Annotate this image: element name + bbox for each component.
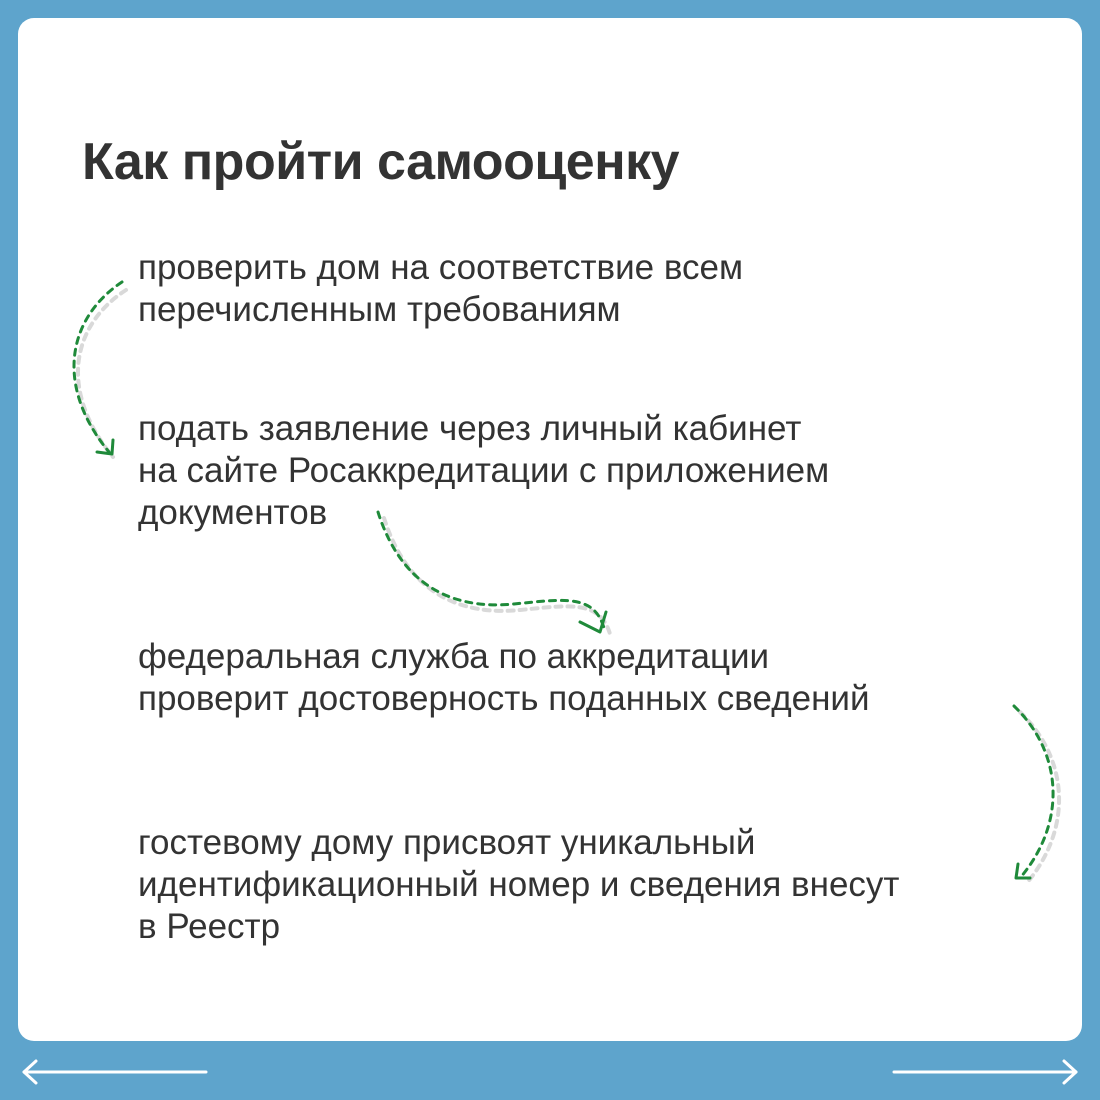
- step-4: [138, 822, 899, 948]
- step-3-line-1: федеральная служба по аккредитации: [138, 637, 770, 676]
- step-1-line-1: проверить дом на соответствие всем: [138, 248, 744, 287]
- step-4-line-1: гостевому дому присвоят уникальный: [138, 823, 756, 862]
- step-2-line-3: документов: [138, 493, 328, 532]
- step-4-line-2: идентификационный номер и сведения внесут: [138, 865, 900, 904]
- step-2: [138, 408, 829, 534]
- arrow-left-icon[interactable]: [16, 1052, 216, 1092]
- arrow-right-icon[interactable]: [884, 1052, 1084, 1092]
- step-2-line-1: подать заявление через личный кабинет: [138, 409, 802, 448]
- step-3: [138, 636, 870, 720]
- step-3-line-2: проверит достоверность поданных сведений: [138, 679, 870, 718]
- step-4-line-3: в Реестр: [138, 907, 281, 946]
- step-1: [138, 247, 743, 331]
- step-2-line-2: на сайте Росаккредитации с приложением: [138, 451, 830, 490]
- step-1-line-2: перечисленным требованиям: [138, 290, 621, 329]
- page-title: Как пройти самооценку: [82, 133, 680, 191]
